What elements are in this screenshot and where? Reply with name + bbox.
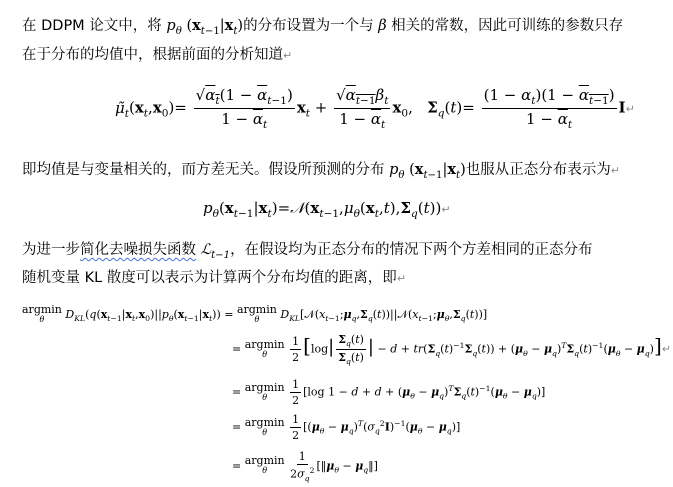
equation-posterior-mean: $\mũ_t(x_t,x_0)=$ $\frac{√\alpha_t(1 - \overline{\alpha}_{t-1})}{1 - \overline{\alpha}_t}$ $x_t$ + $\frac{√\alpha_{t-1}\beta_t}{1 - \overline{\alpha}_t}$ $x_0$, $\Sigma_q(t)=$ $\frac{(1 - \alpha_t)(1 - \alpha_{t-1})}{1 - \overline{\alpha}_t}$ I↵ [115,86,635,131]
derivation-row-2: = argmin θ $\frac{1}{2}$ [log| $\frac{\Sigma_q(t)}{\Sigma_q(t)}$ | − $d + tr(\Sigma_q(t)^{-1}\Sigma_q(t)) + (\mu_\theta - \mu_q)^T\Sigma_q(t)^{-1}(\mu_\theta$ − $\mu_q)]↵$ [232,333,671,367]
paragraph-mark: ↵ [283,49,293,62]
paragraph-2: 即均值是与变量相关的，而方差无关。假设所预测的分布 $p_\theta$ $(x_{t-1}|x_t)$也服从正态分布表示为↵ [22,161,620,181]
derivation-row-3: = argmin θ $\frac{1}{2}$ [log $1 - d + d + (\mu_\theta - \mu_q)^T\Sigma_q(t)^{-1}(\mu_\theta - \mu_q)$] [232,378,546,407]
paragraph-1-line-2: 在于分布的均值中，根据前面的分析知道↵ [22,47,293,63]
equation-model-distribution: $p_\theta(x_{t-1}|x_t)=𝒩(x_{t-1},\mu_\theta(x_t,t),\Sigma_q(t))↵$ [203,199,451,220]
derivation-row-1: argmin θ $D_{KL}(q(x_{t-1}|x_t,x_0)||p_\theta(x_{t-1}|x_t)) = argmin$ θ $D_{KL}[𝒩(x_{t-1};\mu_q,\Sigma_q(t))||𝒩(x_{t-1};\mu_\theta,\Sigma_q(t))]$ [22,303,488,324]
paragraph-3-line-2: 随机变量 KL 散度可以表示为计算两个分布均值的距离，即↵ [22,270,407,286]
paragraph-3-line-1: 为进一步简化去噪损失函数 ℒ$_{t-1}$，在假设均为正态分布的情况下两个方差相同的正态分布 [22,242,593,261]
derivation-row-5: = argmin θ $\frac{1}{2\sigma_q^2}$ [$‖\mu_\theta$ − $\mu_q‖$] [232,450,378,483]
highlighted-term: 简化去噪损失函数 [80,242,196,258]
derivation-row-4: = argmin θ $\frac{1}{2}$ $[(\mu_\theta - \mu_q)^T(\sigma_q^2I)^{-1}(\mu_\theta - \mu_q)]$ [232,413,461,442]
paragraph-1-line-1: 在 DDPM 论文中，将 $p_\theta$ $(x_{t-1}|x_t)$的分布设置为一个与 β 相关的常数，因此可训练的参数只存 [22,17,624,37]
